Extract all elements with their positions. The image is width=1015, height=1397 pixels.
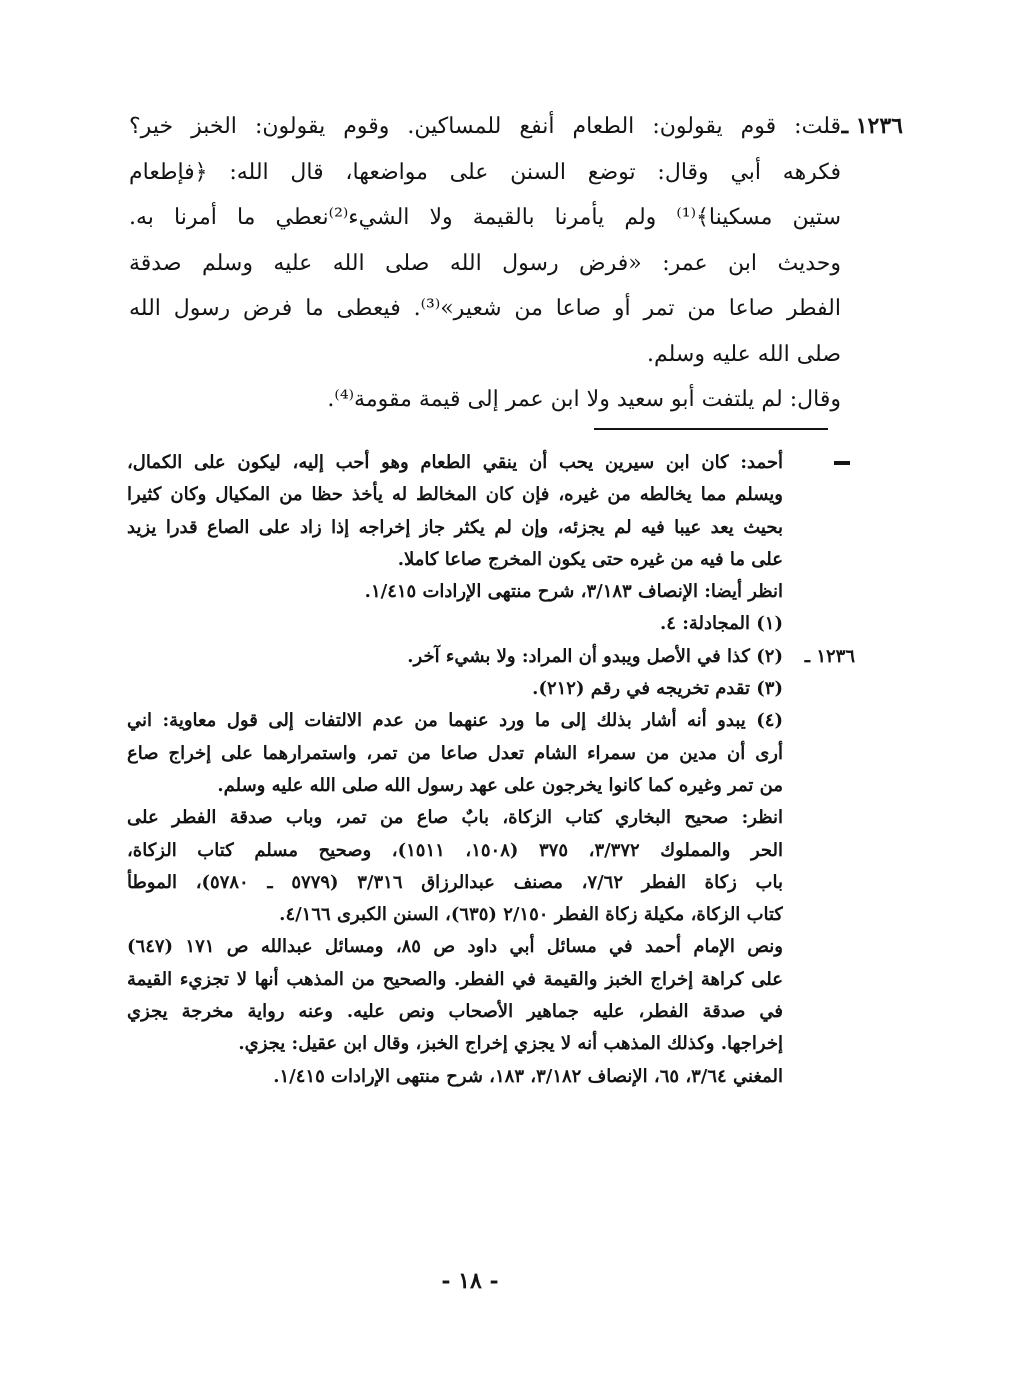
footnote-line: أرى أن مدين من سمراء الشام تعدل صاعا من تمر، واستمرارهما على إخراج صاع xyxy=(127,742,783,764)
footnote-line: (٢) كذا في الأصل ويبدو أن المراد: ولا بشيء آخر. xyxy=(407,645,783,667)
footnote-line: باب زكاة الفطر ٧/٦٢، مصنف عبدالرزاق ٣/٣١٦ (٥٧٧٩ ـ ٥٧٨٠)، الموطأ xyxy=(127,871,783,893)
main-text-line: وحديث ابن عمر: «فرض رسول الله صلى الله عليه وسلم صدقة xyxy=(129,250,841,276)
footnote-line: أحمد: كان ابن سيرين يحب أن ينقي الطعام وهو أحب إليه، ليكون على الكمال، xyxy=(127,452,783,473)
page-number: - ١٨ - xyxy=(441,1268,499,1294)
main-text-line: صلى الله عليه وسلم. xyxy=(647,341,841,367)
footnote-line: الحر والمملوك ٣/٣٧٢، ٣٧٥ (١٥٠٨، ١٥١١)، وصحيح مسلم كتاب الزكاة، xyxy=(127,839,783,861)
footnote-continuation-dash xyxy=(834,461,850,465)
footnote-separator xyxy=(594,428,828,430)
footnote-line: على ما فيه من غيره حتى يكون المخرج صاعا كاملا. xyxy=(397,548,783,570)
footnote-line: إخراجها. وكذلك المذهب أنه لا يجزي إخراج الخبز، وقال ابن عقيل: يجزي. xyxy=(238,1033,783,1055)
entry-number: ١٢٣٦ ـ xyxy=(841,113,903,139)
main-text xyxy=(129,104,841,423)
footnote-line: انظر أيضا: الإنصاف ٣/١٨٣، شرح منتهى الإرادات ١/٤١٥. xyxy=(364,581,783,603)
main-text-line: ستين مسكينا﴾⁽¹⁾ ولم يأمرنا بالقيمة ولا الشيء⁽²⁾نعطي ما أمرنا به. xyxy=(129,205,841,230)
footnote-line: ويسلم مما يخالطه من غيره، فإن كان المخالط له يأخذ حظا من المكيال وكان كثيرا xyxy=(127,484,783,506)
footnote-line: انظر: صحيح البخاري كتاب الزكاة، بابٌ صاع من تمر، وباب صدقة الفطر على xyxy=(127,807,783,829)
footnote-line: كتاب الزكاة، مكيلة زكاة الفطر ٢/١٥٠ (٦٣٥)، السنن الكبرى ٤/١٦٦. xyxy=(279,904,783,926)
footnote-line: (١) المجادلة: ٤. xyxy=(660,613,783,635)
footnote-line: على كراهة إخراج الخبز والقيمة في الفطر. والصحيح من المذهب أنها لا تجزيء القيمة xyxy=(127,968,783,990)
main-text-line: وقال: لم يلتفت أبو سعيد ولا ابن عمر إلى قيمة مقومة⁽⁴⁾. xyxy=(327,387,841,412)
footnotes xyxy=(127,447,783,1093)
main-text-line: فكرهه أبي وقال: توضع السنن على مواضعها، قال الله: ﴿فإطعام xyxy=(129,159,841,185)
footnote-line: (٤) يبدو أنه أشار بذلك إلى ما ورد عنهما من عدم الالتفات إلى قول معاوية: اني xyxy=(127,710,783,732)
main-text-line: الفطر صاعا من تمر أو صاعا من شعير»⁽³⁾. فيعطى ما فرض رسول الله xyxy=(129,296,841,321)
main-text-line: قلت: قوم يقولون: الطعام أنفع للمساكين. وقوم يقولون: الخبز خير؟ xyxy=(129,114,841,139)
footnote-line: ونص الإمام أحمد في مسائل أبي داود ص ٨٥، ومسائل عبدالله ص ١٧١ (٦٤٧) xyxy=(127,936,783,958)
footnote-line: في صدقة الفطر، عليه جماهير الأصحاب ونص عليه. وعنه رواية مخرجة يجزي xyxy=(127,1001,783,1023)
footnote-line: من تمر وغيره كما كانوا يخرجون على عهد رسول الله صلى الله عليه وسلم. xyxy=(217,774,783,796)
footnote-line: (٣) تقدم تخريجه في رقم (٢١٢). xyxy=(532,678,783,700)
footnote-line: بحيث يعد عيبا فيه لم يجزئه، وإن لم يكثر جاز إخراجه إذا زاد على الصاع قدرا يزيد xyxy=(127,516,783,538)
footnote-entry-number: ١٢٣٦ ـ xyxy=(804,646,855,667)
footnote-line: المغني ٣/٦٤، ٦٥، الإنصاف ٣/١٨٢، ١٨٣، شرح منتهى الإرادات ١/٤١٥. xyxy=(273,1065,783,1087)
